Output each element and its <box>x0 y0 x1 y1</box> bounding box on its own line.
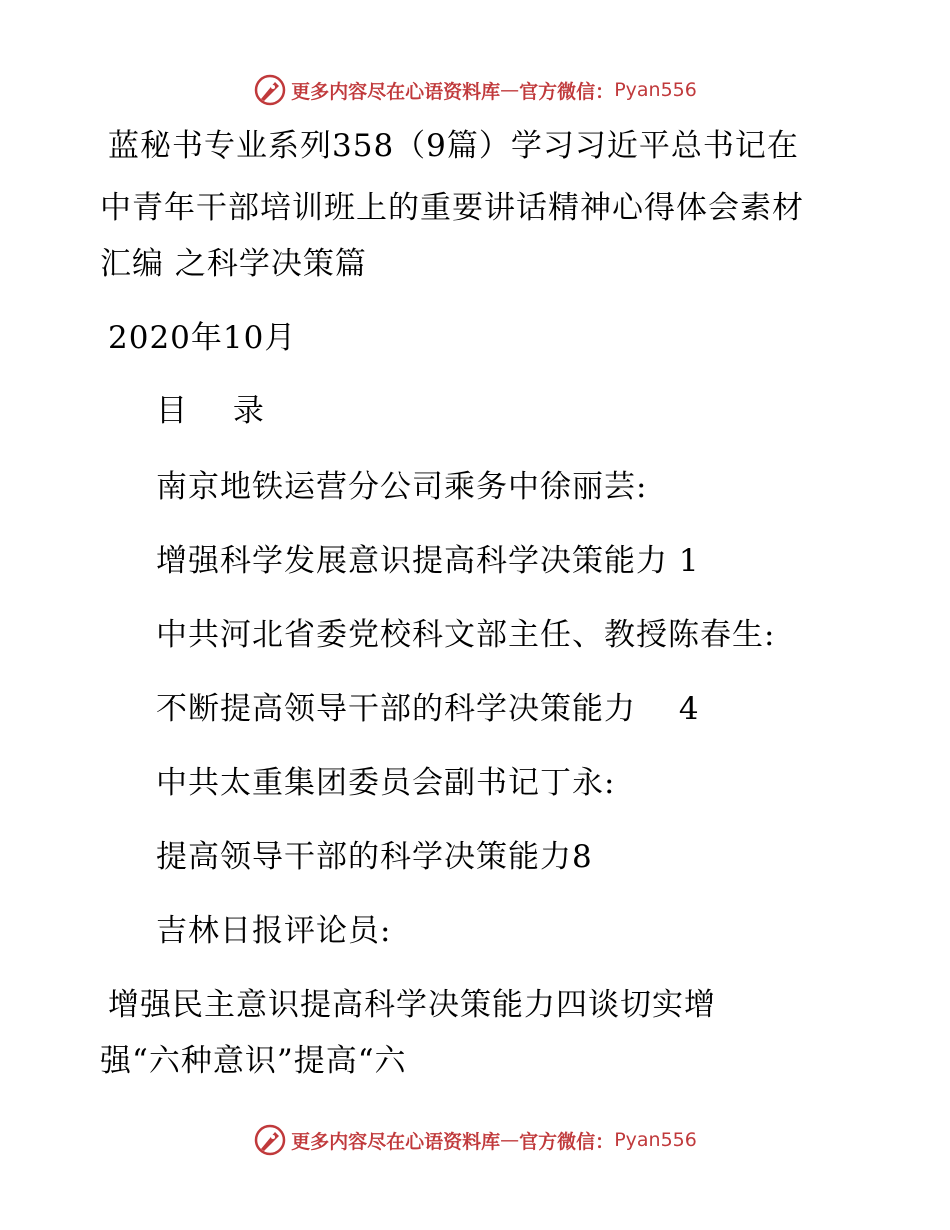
document-title-line-2: 中青年干部培训班上的重要讲话精神心得体会素材 <box>100 190 804 226</box>
toc-entry: 增强民主意识提高科学决策能力四谈切实增 <box>108 987 716 1023</box>
banner-label: 官方微信： <box>519 80 615 103</box>
toc-entry: 强“六种意识”提高“六 <box>100 1043 407 1079</box>
pen-nib-logo-icon <box>253 1123 287 1157</box>
banner-separator: — <box>500 79 520 101</box>
banner-handle: Pyan556 <box>614 79 697 101</box>
toc-entry: 吉林日报评论员: <box>156 913 392 949</box>
toc-entry: 不断提高领导干部的科学决策能力 4 <box>156 691 700 727</box>
header-watermark-banner <box>0 70 950 110</box>
document-title-line-3: 汇编 之科学决策篇 <box>100 246 367 282</box>
document-date: 2020年10月 <box>108 320 297 356</box>
banner-handle: Pyan556 <box>614 1129 697 1151</box>
toc-entry: 南京地铁运营分公司乘务中徐丽芸: <box>156 469 648 505</box>
banner-label: 官方微信： <box>519 1130 615 1153</box>
toc-entry: 中共河北省委党校科文部主任、教授陈春生: <box>156 617 776 653</box>
pen-nib-logo-icon <box>253 73 287 107</box>
footer-watermark-banner <box>0 1120 950 1160</box>
banner-main-text: 更多内容尽在心语资料库 <box>291 80 501 103</box>
toc-heading: 目 录 <box>156 393 282 429</box>
document-title-line-1: 蓝秘书专业系列358（9篇）学习习近平总书记在 <box>108 128 799 164</box>
toc-entry: 中共太重集团委员会副书记丁永: <box>156 765 616 801</box>
toc-entry: 提高领导干部的科学决策能力8 <box>156 839 593 875</box>
banner-main-text: 更多内容尽在心语资料库 <box>291 1130 501 1153</box>
banner-separator: — <box>500 1129 520 1151</box>
toc-entry: 增强科学发展意识提高科学决策能力 1 <box>156 543 700 579</box>
